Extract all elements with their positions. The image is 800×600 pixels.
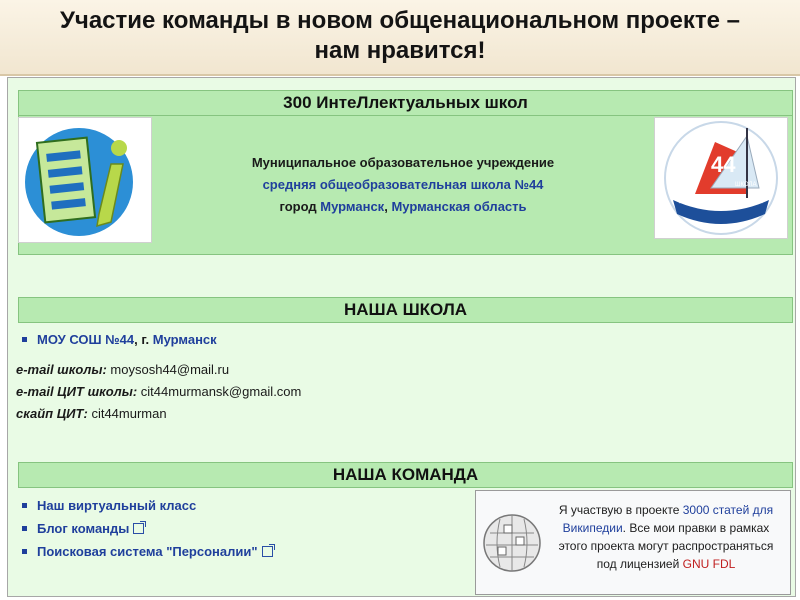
wikipedia-participation-text [548, 501, 784, 573]
institution-info [158, 152, 648, 218]
list-item [18, 540, 273, 563]
gnu-fdl-link[interactable]: GNU FDL [682, 557, 736, 571]
city-line [158, 196, 648, 218]
slide-title-line-2: нам нравится! [314, 37, 486, 64]
external-link-icon [133, 523, 144, 534]
list-item [18, 494, 273, 517]
school-section-heading: НАША ШКОЛА [18, 297, 793, 323]
team-section-heading: НАША КОМАНДА [18, 462, 793, 488]
slide-title-line-1: Участие команды в новом общенациональном проекте – [59, 7, 741, 34]
personalii-search-link[interactable]: Поисковая система "Персоналии" [37, 544, 258, 559]
wikipedia-participation-box [475, 490, 791, 595]
contact-row [16, 403, 301, 425]
intellectual-schools-logo-icon [18, 117, 152, 243]
ship-number: 44 [711, 152, 736, 177]
external-link-icon [262, 546, 273, 557]
school-44-ship-logo-icon [654, 117, 788, 239]
contacts-block [16, 359, 301, 425]
city-link[interactable]: Мурманск [320, 199, 385, 214]
contact-label: скайп ЦИТ: [16, 406, 88, 421]
region-link[interactable]: Мурманская область [391, 199, 527, 214]
school-city-prefix: г. [141, 332, 150, 347]
school-comma: , [134, 332, 138, 347]
list-item [18, 517, 273, 540]
contact-label: e-mail школы: [16, 362, 107, 377]
virtual-class-link[interactable]: Наш виртуальный класс [37, 498, 197, 513]
ship-caption: ШКОЛА [735, 182, 757, 188]
school-city-link[interactable]: Мурманск [152, 332, 217, 347]
contact-row [16, 359, 301, 381]
city-separator: , [384, 199, 388, 214]
school-link[interactable]: МОУ СОШ №44 [37, 332, 135, 347]
slide-title [0, 0, 800, 76]
city-prefix: город [279, 199, 317, 214]
project-3000-articles-link[interactable]: 3000 статей для Википедии [562, 503, 774, 535]
school-list [18, 328, 217, 351]
wiki-text-2: . Все мои правки в рамках этого проекта могут распространяться под лицензией [558, 521, 774, 571]
wiki-text-1: Я участвую в проекте [558, 503, 683, 517]
contact-value: cit44murmansk@gmail.com [140, 384, 302, 399]
team-blog-link[interactable]: Блог команды [37, 521, 130, 536]
contact-label: e-mail ЦИТ школы: [16, 384, 138, 399]
school-name-link[interactable]: средняя общеобразовательная школа №44 [262, 177, 544, 192]
list-item [18, 328, 217, 351]
contact-value: cit44murman [91, 406, 167, 421]
contact-value: moysosh44@mail.ru [110, 362, 230, 377]
banner-title: 300 ИнтеЛлектуальных школ [18, 90, 793, 116]
institution-type: Муниципальное образовательное учреждение [251, 155, 555, 170]
contact-row [16, 381, 301, 403]
wikipedia-globe-icon [476, 491, 546, 594]
team-links-list [18, 494, 273, 563]
school-page-screenshot [7, 77, 796, 597]
